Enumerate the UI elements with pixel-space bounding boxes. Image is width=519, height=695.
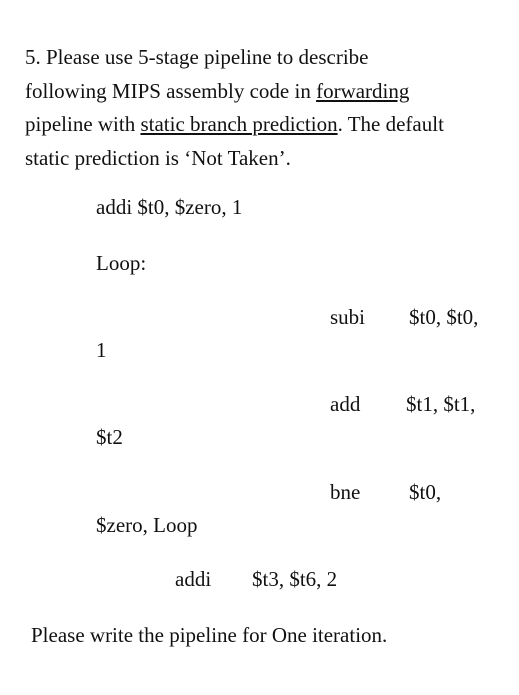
code-bne-wrap: $zero, Loop bbox=[96, 513, 198, 537]
code-bne-operands: $t0, bbox=[409, 480, 442, 504]
code-subi-wrap: 1 bbox=[96, 338, 107, 362]
static-branch-prediction-term: static branch prediction bbox=[140, 112, 338, 136]
forwarding-term: forwarding bbox=[316, 78, 410, 103]
code-addi-operands: $t3, $t6, 2 bbox=[252, 567, 338, 591]
question-line-4: static prediction is ‘Not Taken’. bbox=[25, 145, 291, 170]
code-addi-opcode: addi bbox=[175, 567, 212, 591]
question-line-2 bbox=[25, 75, 510, 109]
footer-instruction: Please write the pipeline for One iteration. bbox=[31, 623, 388, 647]
question-line-3 bbox=[25, 108, 510, 142]
code-loop-label: Loop: bbox=[96, 251, 147, 275]
code-bne-opcode: bne bbox=[330, 480, 361, 504]
question-line-2-text: following MIPS assembly code in bbox=[25, 78, 317, 103]
code-add-wrap: $t2 bbox=[96, 425, 123, 449]
code-addi-init: addi $t0, $zero, 1 bbox=[96, 195, 243, 219]
question-line-1: 5. Please use 5-stage pipeline to describe bbox=[25, 45, 369, 69]
code-add-opcode: add bbox=[330, 392, 361, 416]
code-subi-opcode: subi bbox=[330, 305, 366, 329]
question-text bbox=[25, 41, 510, 175]
code-subi-operands: $t0, $t0, bbox=[409, 305, 479, 329]
question-line-3-text: pipeline with bbox=[25, 112, 141, 136]
question-line-3-tail: . The default bbox=[337, 112, 444, 136]
code-add-operands: $t1, $t1, bbox=[406, 392, 476, 416]
